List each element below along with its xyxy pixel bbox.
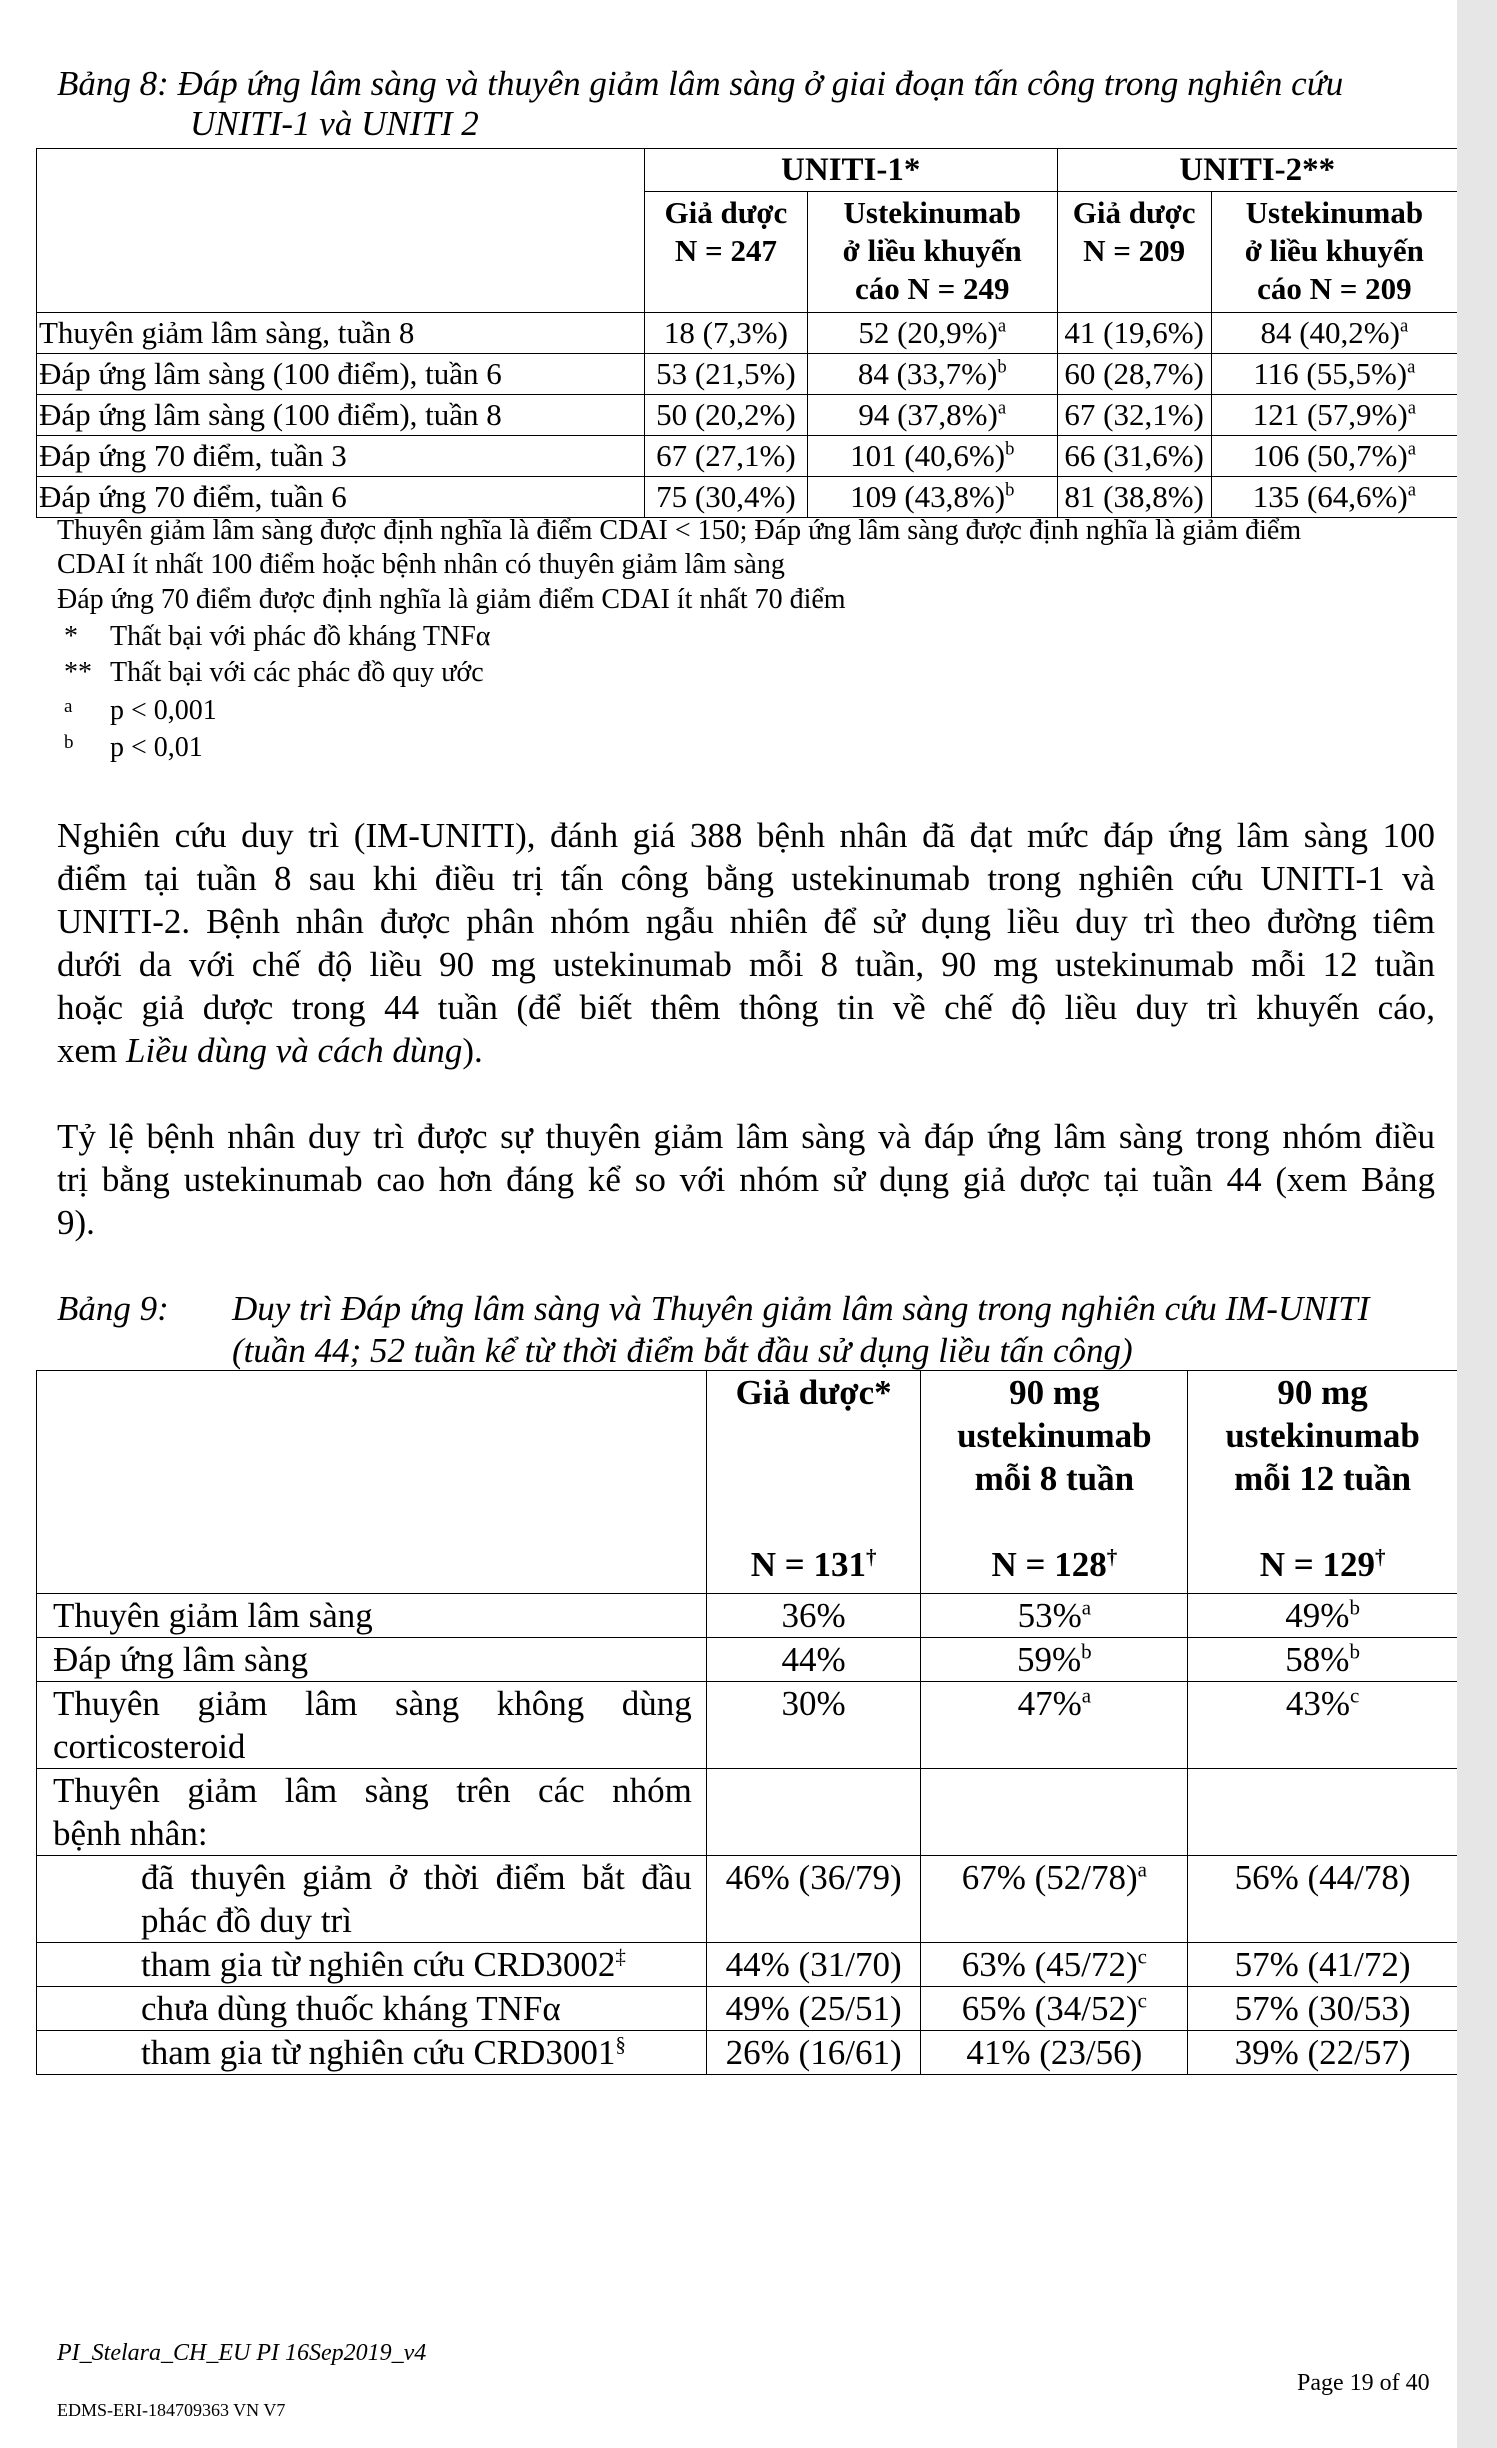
table8-group-uniti1: UNITI-1* (644, 149, 1057, 192)
table9-row (37, 1638, 1458, 1682)
footnote-symbol: a (64, 696, 73, 717)
footnote-symbol: b (64, 732, 74, 753)
footnote-text: Thất bại với các phác đồ quy ước (110, 657, 484, 688)
table8-cell: 121 $(57,9\%)^a$ (1211, 395, 1457, 436)
table8-row (37, 395, 1458, 436)
table9-cell: 53%$^a$ (921, 1594, 1188, 1638)
footnote-text: p < 0,001 (110, 695, 217, 726)
table9-subgroup-row (37, 1943, 1458, 1987)
table9-cell: 56% (44/78) (1188, 1856, 1458, 1943)
table9-row-label: Đáp ứng lâm sàng (37, 1638, 707, 1682)
table8-cell: 101 $(40,6\%)^b$ (807, 436, 1057, 477)
table8-row (37, 436, 1458, 477)
table8-note-definition-70: Đáp ứng 70 điểm được định nghĩa là giảm điểm CDAI ít nhất 70 điểm (57, 584, 846, 615)
table9-subgroup-row (37, 2031, 1458, 2075)
table9-subgroup-label: tham gia từ nghiên cứu CRD3002‡ (37, 1943, 707, 1987)
table8-col-header: Ustekinumab ở liều khuyến cáo N = 209 (1211, 192, 1457, 313)
table9-cell: 47%$^a$ (921, 1682, 1188, 1769)
table8-row-label: Đáp ứng 70 điểm, tuần 6 (37, 477, 645, 518)
table9-caption-label: Bảng 9: (57, 1289, 169, 1328)
table9-cell: 57% (30/53) (1188, 1987, 1458, 2031)
table9-cell: 39% (22/57) (1188, 2031, 1458, 2075)
table8-col-header: Giả dược N = 247 (644, 192, 807, 313)
footnote-text: p < 0,01 (110, 732, 203, 763)
table8-caption-cont: UNITI-1 và UNITI 2 (190, 104, 479, 143)
table9-subgroup-label: đã thuyên giảm ở thời điểm bắt đầu phác đồ duy trì (37, 1856, 707, 1943)
table9-col-header: Giả dược* N = 131† (706, 1371, 921, 1594)
table9-cell (1188, 1769, 1458, 1856)
paragraph-results: Tỷ lệ bệnh nhân duy trì được sự thuyên giảm lâm sàng và đáp ứng lâm sàng trong nhóm điều trị bằng ustekinumab cao hơn đáng kể so với nhóm sử dụng giả dược tại tuần 44 (xem Bảng 9). (57, 1117, 1435, 1242)
table8-row-label: Đáp ứng 70 điểm, tuần 3 (37, 436, 645, 477)
table8-note-definition-cont: CDAI ít nhất 100 điểm hoặc bệnh nhân có thuyên giảm lâm sàng (57, 549, 785, 580)
table9 (36, 1370, 1458, 2075)
footer-filename: PI_Stelara_CH_EU PI 16Sep2019_v4 (57, 2340, 427, 2366)
paragraph-im-uniti: Nghiên cứu duy trì (IM-UNITI), đánh giá 388 bệnh nhân đã đạt mức đáp ứng lâm sàng 100 điểm tại tuần 8 sau khi điều trị tấn công bằng ustekinumab trong nghiên cứu UNITI-1 và UNITI-2. Bệnh nhân được phân nhóm ngẫu nhiên để sử dụng liều duy trì theo đường tiêm dưới da với chế độ liều 90 mg ustekinumab mỗi 8 tuần, 90 mg ustekinumab mỗi 12 tuần hoặc giả dược trong 44 tuần (để biết thêm thông tin về chế độ liều duy trì khuyến cáo, xem Liều dùng và cách dùng). (57, 816, 1435, 1070)
table8-caption: Bảng 8: Đáp ứng lâm sàng và thuyên giảm lâm sàng ở giai đoạn tấn công trong nghiên cứu (57, 64, 1344, 103)
table8-cell: 75 (30,4%) (644, 477, 807, 518)
table8 (36, 148, 1458, 518)
table8-cell: 66 (31,6%) (1057, 436, 1211, 477)
scrollbar[interactable] (1457, 0, 1497, 2448)
table8-cell: 41 (19,6%) (1057, 313, 1211, 354)
table8-cell: 106 $(50,7\%)^a$ (1211, 436, 1457, 477)
table9-empty-corner (37, 1371, 707, 1594)
table8-row (37, 354, 1458, 395)
footnote-symbol: * (64, 621, 78, 652)
table9-caption: Duy trì Đáp ứng lâm sàng và Thuyên giảm lâm sàng trong nghiên cứu IM-UNITI (232, 1289, 1370, 1328)
table8-cell: 50 (20,2%) (644, 395, 807, 436)
table8-cell: 60 (28,7%) (1057, 354, 1211, 395)
table9-row (37, 1769, 1458, 1856)
table8-row (37, 477, 1458, 518)
table9-cell: 67% $(52/78)^a$ (921, 1856, 1188, 1943)
footer-page-number: Page 19 of 40 (1297, 2370, 1430, 2396)
table9-cell (706, 1769, 921, 1856)
table8-group-header-row (37, 149, 1458, 192)
table9-row-label: Thuyên giảm lâm sàng trên các nhóm bệnh nhân: (37, 1769, 707, 1856)
table9-caption-cont: (tuần 44; 52 tuần kể từ thời điểm bắt đầu sử dụng liều tấn công) (232, 1331, 1133, 1370)
table8-cell: 67 (32,1%) (1057, 395, 1211, 436)
table9-subgroup-row (37, 1856, 1458, 1943)
table8-group-uniti2: UNITI-2** (1057, 149, 1457, 192)
table9-header-row (37, 1371, 1458, 1594)
table8-col-header: Ustekinumab ở liều khuyến cáo N = 249 (807, 192, 1057, 313)
table8-cell: 52 $(20,9\%)^a$ (807, 313, 1057, 354)
table8-row-label: Đáp ứng lâm sàng (100 điểm), tuần 6 (37, 354, 645, 395)
footnote-text: Thất bại với phác đồ kháng TNFα (110, 621, 491, 652)
table9-row-label: Thuyên giảm lâm sàng không dùng corticosteroid (37, 1682, 707, 1769)
table8-cell: 94 $(37,8\%)^a$ (807, 395, 1057, 436)
table9-cell: 26% (16/61) (706, 2031, 921, 2075)
table9-cell: 44% (706, 1638, 921, 1682)
table8-cell: 109 $(43,8\%)^b$ (807, 477, 1057, 518)
table9-cell: 59%$^b$ (921, 1638, 1188, 1682)
table9-cell: 43%$^c$ (1188, 1682, 1458, 1769)
table8-cell: 81 (38,8%) (1057, 477, 1211, 518)
table8-cell: 135 $(64,6\%)^a$ (1211, 477, 1457, 518)
table8-row (37, 313, 1458, 354)
table9-cell: 65% $(34/52)^c$ (921, 1987, 1188, 2031)
table9-cell: 36% (706, 1594, 921, 1638)
table9-cell: 49%$^b$ (1188, 1594, 1458, 1638)
table9-subgroup-label: tham gia từ nghiên cứu CRD3001§ (37, 2031, 707, 2075)
table9-cell: 57% (41/72) (1188, 1943, 1458, 1987)
table9-col-header: 90 mg ustekinumab mỗi 12 tuần N = 129† (1188, 1371, 1458, 1594)
table9-cell: 46% (36/79) (706, 1856, 921, 1943)
table9-cell: 44% (31/70) (706, 1943, 921, 1987)
table9-cell: 30% (706, 1682, 921, 1769)
table8-cell: 53 (21,5%) (644, 354, 807, 395)
footer-edms-id: EDMS-ERI-184709363 VN V7 (57, 2400, 286, 2420)
table9-row (37, 1594, 1458, 1638)
table9-cell: 58%$^b$ (1188, 1638, 1458, 1682)
table9-subgroup-row (37, 1987, 1458, 2031)
table8-col-header: Giả dược N = 209 (1057, 192, 1211, 313)
table8-row-label: Đáp ứng lâm sàng (100 điểm), tuần 8 (37, 395, 645, 436)
table9-cell: 49% (25/51) (706, 1987, 921, 2031)
table8-cell: 67 (27,1%) (644, 436, 807, 477)
table9-row-label: Thuyên giảm lâm sàng (37, 1594, 707, 1638)
footnote-symbol: ** (64, 657, 92, 688)
table8-cell: 84 $(40,2\%)^a$ (1211, 313, 1457, 354)
table9-row (37, 1682, 1458, 1769)
table9-cell: 63% $(45/72)^c$ (921, 1943, 1188, 1987)
table8-cell: 84 $(33,7\%)^b$ (807, 354, 1057, 395)
table8-row-label: Thuyên giảm lâm sàng, tuần 8 (37, 313, 645, 354)
table8-cell: 18 (7,3%) (644, 313, 807, 354)
table9-col-header: 90 mg ustekinumab mỗi 8 tuần N = 128† (921, 1371, 1188, 1594)
table9-cell: 41% (23/56) (921, 2031, 1188, 2075)
table8-note-definition: Thuyên giảm lâm sàng được định nghĩa là điểm CDAI < 150; Đáp ứng lâm sàng được định nghĩa là giảm điểm (57, 515, 1302, 546)
table9-subgroup-label: chưa dùng thuốc kháng TNFα (37, 1987, 707, 2031)
table8-cell: 116 $(55,5\%)^a$ (1211, 354, 1457, 395)
table9-cell (921, 1769, 1188, 1856)
cross-reference: Liều dùng và cách dùng (126, 1031, 463, 1070)
table8-empty-corner (37, 149, 645, 313)
